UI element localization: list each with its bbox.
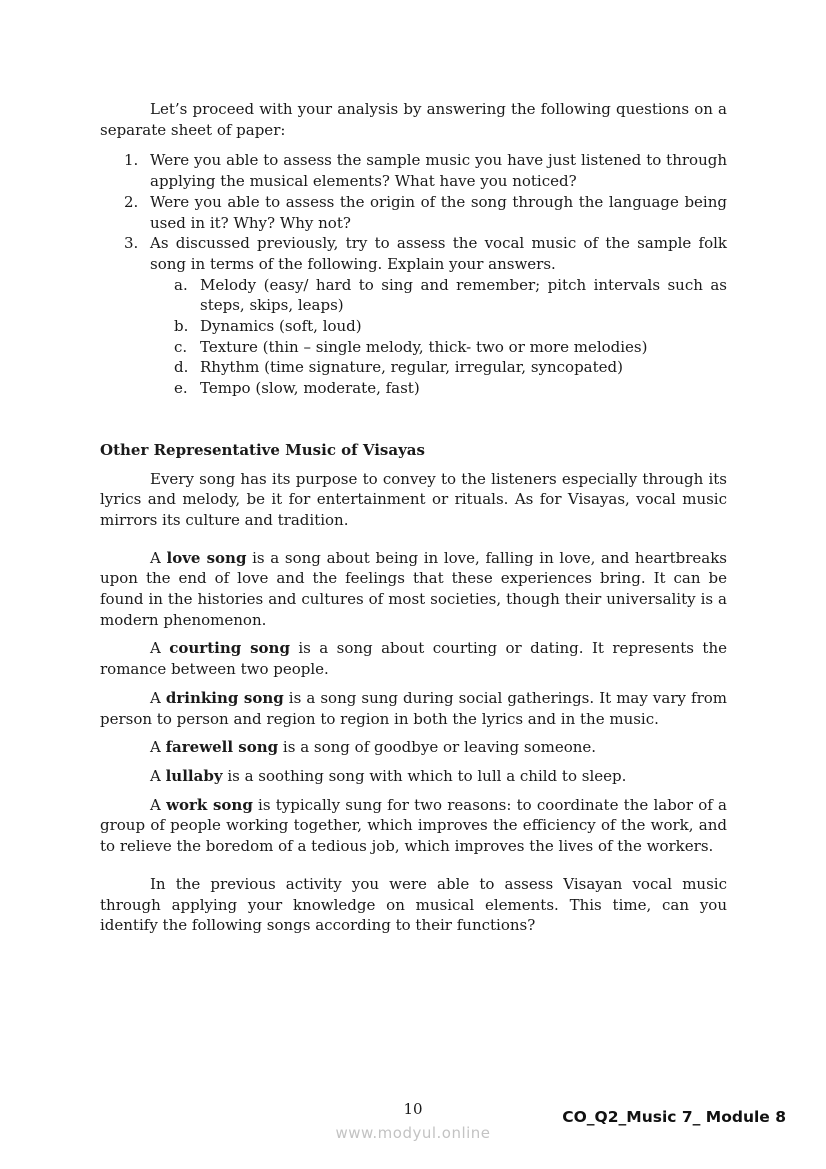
criteria-list bbox=[150, 275, 727, 399]
criteria-item bbox=[150, 357, 727, 378]
questions-list bbox=[100, 150, 727, 398]
criteria-text: Dynamics (soft, loud) bbox=[200, 317, 362, 336]
criteria-letter: c. bbox=[174, 337, 188, 356]
criteria-item bbox=[150, 378, 727, 399]
question-text: Were you able to assess the sample music you have just listened to through applying the musical elements? What have you noticed? bbox=[150, 151, 727, 191]
question-item bbox=[100, 233, 727, 399]
term-farewell-song: farewell song bbox=[165, 738, 279, 757]
definition-love-song: A love song is a song about being in love, falling in love, and heartbreaks upon the end of love and the feelings that these experiences bring. It can be found in the histories and cultures of most societies, though their universality is a modern phenomenon. bbox=[100, 548, 727, 629]
watermark: www.modyul.online bbox=[335, 1124, 491, 1142]
page-number: 10 bbox=[403, 1100, 423, 1118]
criteria-letter: e. bbox=[174, 379, 188, 398]
section-heading: Other Representative Music of Visayas bbox=[100, 440, 425, 459]
criteria-item bbox=[150, 337, 727, 358]
term-lullaby: lullaby bbox=[165, 766, 223, 785]
term-love-song: love song bbox=[166, 548, 247, 567]
question-text: As discussed previously, try to assess the vocal music of the sample folk song in terms of the following. Explain your answers. bbox=[150, 234, 727, 273]
page-body bbox=[100, 99, 727, 936]
criteria-letter: d. bbox=[174, 358, 189, 377]
criteria-item bbox=[150, 316, 727, 337]
criteria-letter: a. bbox=[174, 275, 188, 294]
criteria-text: Tempo (slow, moderate, fast) bbox=[200, 379, 420, 398]
intro-paragraph: Let’s proceed with your analysis by answering the following questions on a separate sheet of paper: bbox=[100, 100, 727, 139]
question-number: 2. bbox=[124, 192, 139, 211]
term-drinking-song: drinking song bbox=[165, 688, 284, 707]
criteria-item bbox=[150, 275, 727, 316]
criteria-letter: b. bbox=[174, 317, 189, 336]
definition-drinking-song: A drinking song is a song sung during social gatherings. It may vary from person to person and region to region in both the lyrics and in the music. bbox=[100, 688, 727, 728]
question-item bbox=[100, 192, 727, 233]
criteria-text: Rhythm (time signature, regular, irregular, syncopated) bbox=[200, 358, 623, 377]
section-intro-paragraph: Every song has its purpose to convey to the listeners especially through its lyrics and melody, be it for entertainment or rituals. As for Visayas, vocal music mirrors its culture and tradition. bbox=[100, 469, 727, 529]
term-work-song: work song bbox=[166, 795, 253, 814]
closing-paragraph: In the previous activity you were able to assess Visayan vocal music through applying your knowledge on musical elements. This time, can you identify the following songs according to their functions? bbox=[100, 874, 727, 935]
term-courting-song: courting song bbox=[169, 639, 290, 658]
question-number: 3. bbox=[124, 234, 139, 253]
criteria-text: Melody (easy/ hard to sing and remember; pitch intervals such as steps, skips, leaps) bbox=[200, 275, 727, 315]
question-text: Were you able to assess the origin of the song through the language being used in it? Why? Why not? bbox=[150, 192, 727, 232]
definition-farewell-song: A farewell song is a song of goodbye or leaving someone. bbox=[150, 738, 597, 757]
definition-lullaby: A lullaby is a soothing song with which to lull a child to sleep. bbox=[150, 766, 627, 785]
criteria-text: Texture (thin – single melody, thick- two or more melodies) bbox=[200, 337, 648, 356]
question-item bbox=[100, 150, 727, 191]
definition-work-song: A work song is typically sung for two reasons: to coordinate the labor of a group of people working together, which improves the efficiency of the work, and to relieve the boredom of a tedious job, which improves the lives of the workers. bbox=[100, 795, 727, 856]
question-number: 1. bbox=[124, 151, 139, 170]
module-code: CO_Q2_Music 7_ Module 8 bbox=[562, 1108, 786, 1126]
definition-courting-song: A courting song is a song about courting or dating. It represents the romance between two people. bbox=[100, 639, 727, 679]
